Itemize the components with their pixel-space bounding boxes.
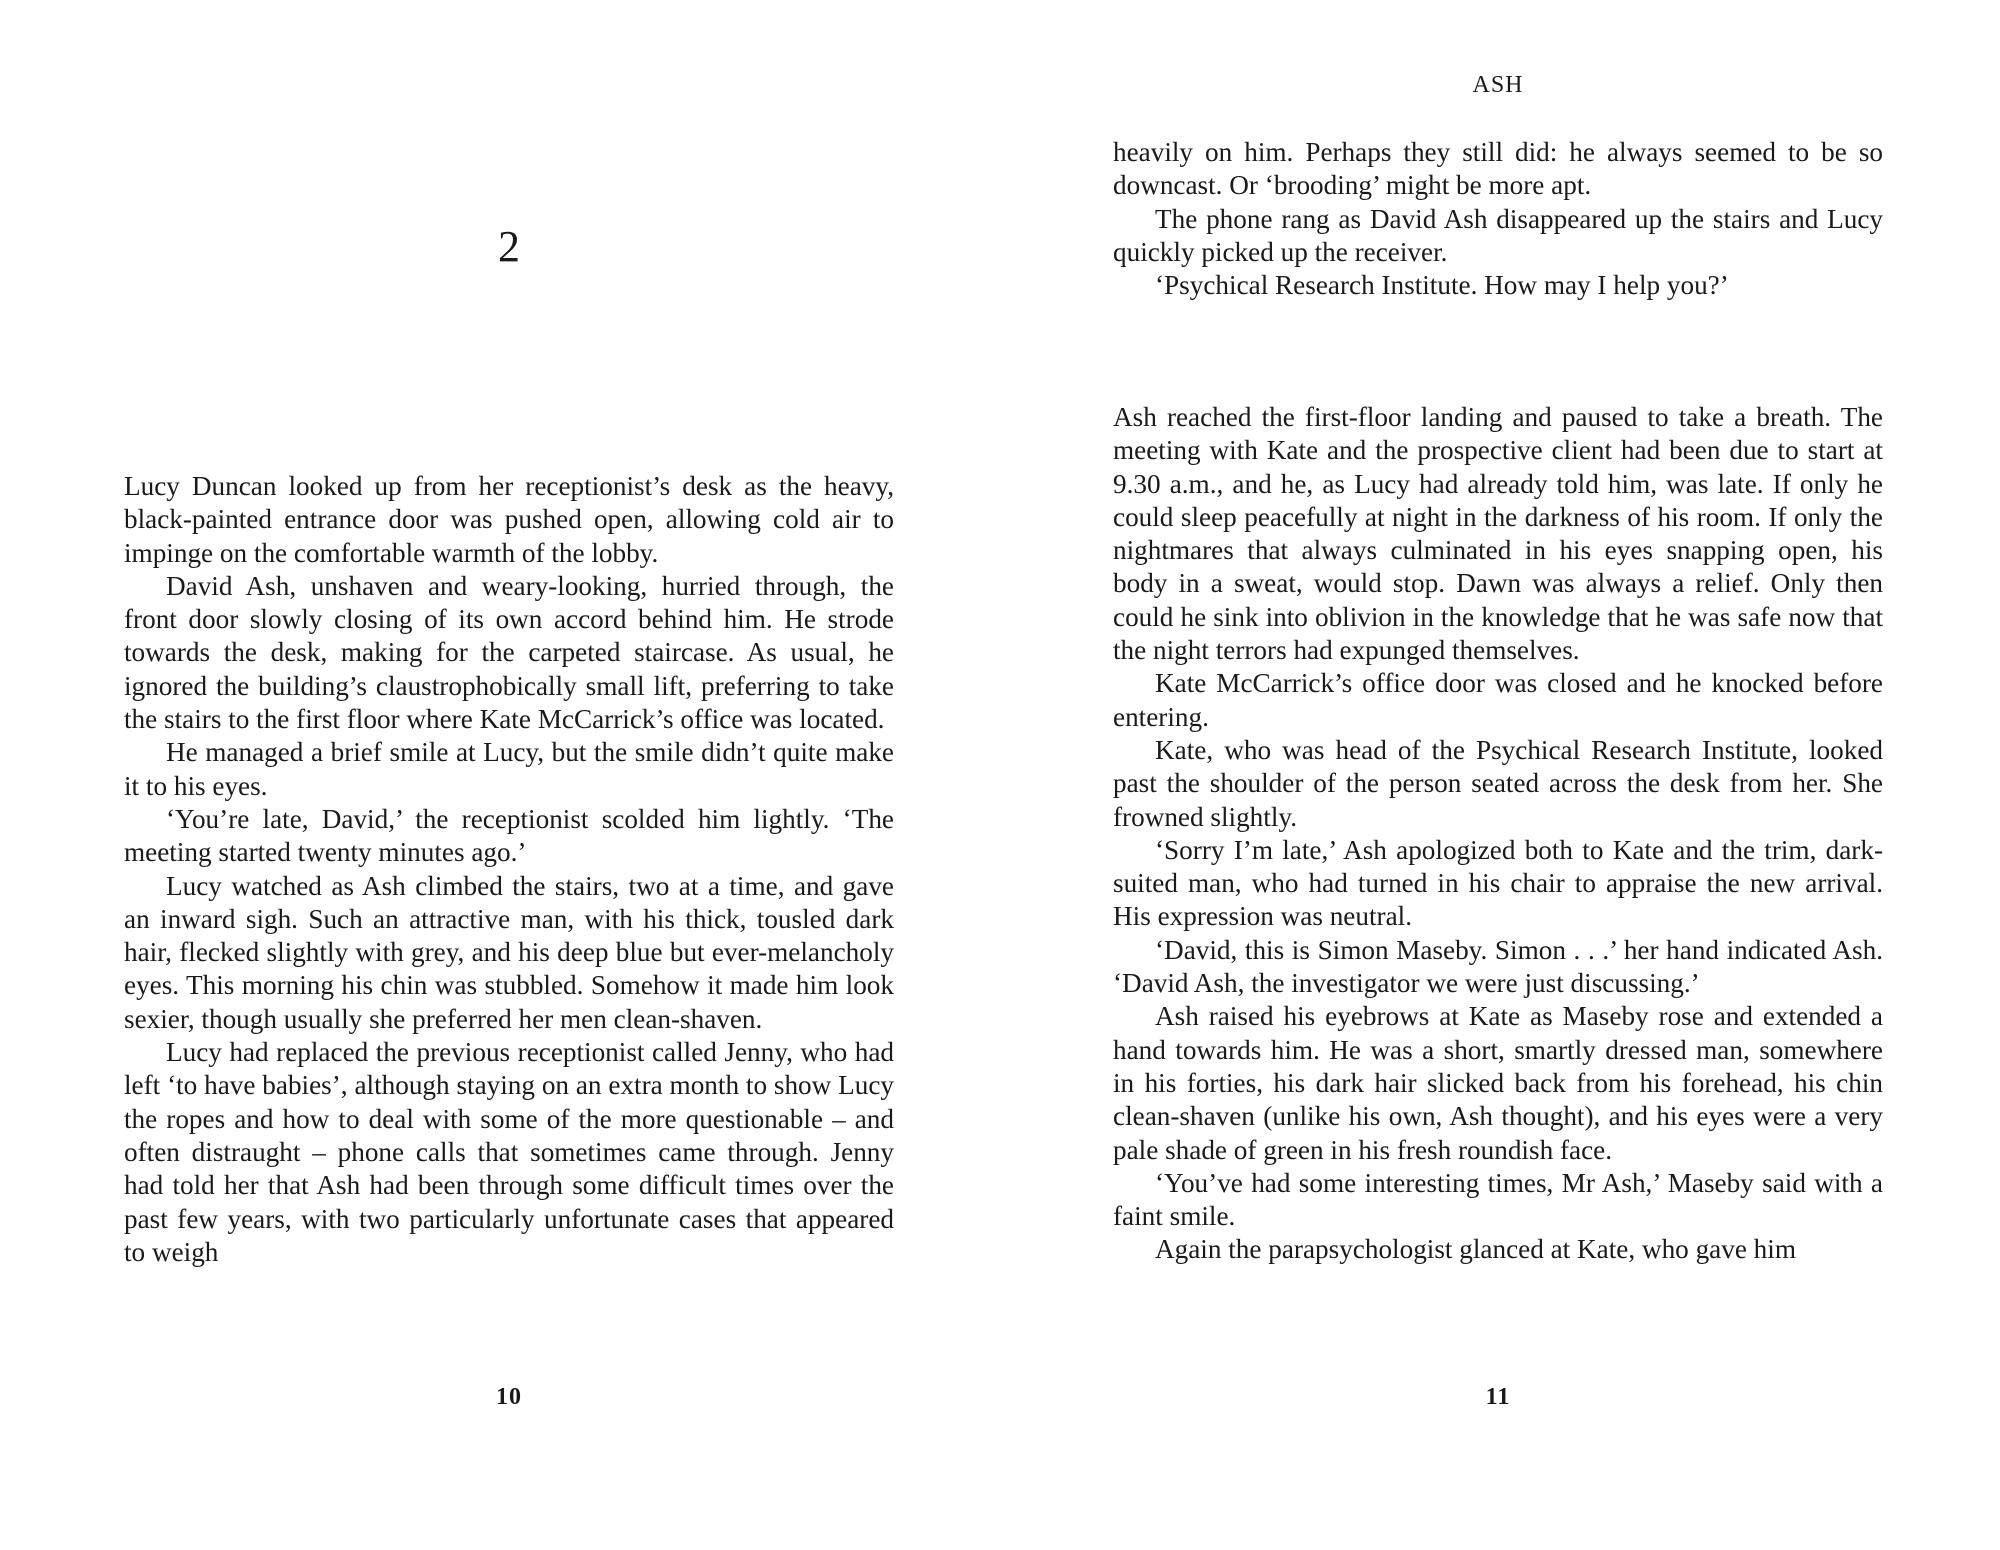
paragraph: ‘You’ve had some interesting times, Mr Ash,’ Maseby said with a faint smile. bbox=[1113, 1167, 1883, 1232]
paragraph: Again the parapsychologist glanced at Kate, who gave him bbox=[1155, 1234, 1796, 1265]
paragraph: The phone rang as David Ash disappeared up the stairs and Lucy quickly picked up the receiver. bbox=[1113, 203, 1883, 267]
paragraph: ‘Psychical Research Institute. How may I help you?’ bbox=[1155, 270, 1729, 301]
paragraph: Kate McCarrick’s office door was closed and he knocked before entering. bbox=[1113, 668, 1883, 732]
paragraph: Lucy watched as Ash climbed the stairs, two at a time, and gave an inward sigh. Such an attractive man, with his thick, tousled dark hair, flecked slightly with grey, and his deep blue but ever-melancholy eyes. This morning his chin was stubbled. Somehow it made him look sexier, though usually she preferred her men clean-shaven. bbox=[124, 870, 894, 1034]
paragraph: He managed a brief smile at Lucy, but the smile didn’t quite make it to his eyes. bbox=[124, 737, 894, 801]
paragraph: Ash reached the first-floor landing and paused to take a breath. The meeting with Kate and the prospective client had been due to start at 9.30 a.m., and he, as Lucy had already told him, was late. If only he could sleep peacefully at night in the darkness of his room. If only the nightmares that always culminated in his eyes snapping open, his body in a sweat, would stop. Dawn was always a relief. Only then could he sink into oblivion in the knowledge that he was safe now that the night terrors had expunged themselves. bbox=[1113, 402, 1883, 666]
page-number: 10 bbox=[496, 1384, 522, 1410]
paragraph: Lucy had replaced the previous receptionist called Jenny, who had left ‘to have babies’, although staying on an extra month to show Lucy the ropes and how to deal with some of the more questionable – and often distraught – phone calls that sometimes came through. Jenny had told her that Ash had been through some difficult times over the past few years, with two particularly unfortunate cases that appeared to weigh bbox=[124, 1037, 894, 1267]
paragraph: heavily on him. Perhaps they still did: he always seemed to be so downcast. Or ‘brooding’ might be more apt. bbox=[1113, 137, 1883, 201]
chapter-number: 2 bbox=[498, 222, 520, 271]
paragraph: Kate, who was head of the Psychical Research Institute, looked past the shoulder of the person seated across the desk from her. She frowned slightly. bbox=[1113, 734, 1883, 832]
running-head: ASH bbox=[1472, 72, 1524, 98]
right-page bbox=[1000, 0, 2000, 1550]
paragraph: Ash raised his eyebrows at Kate as Maseby rose and extended a hand towards him. He was a short, smartly dressed man, somewhere in his forties, his dark hair slicked back from his forehead, his chin clean-shaven (unlike his own, Ash thought), and his eyes were a very pale shade of green in his fresh roundish face. bbox=[1113, 1001, 1883, 1165]
paragraph: David Ash, unshaven and weary-looking, hurried through, the front door slowly closing of its own accord behind him. He strode towards the desk, making for the carpeted staircase. As usual, he ignored the building’s claustrophobically small lift, preferring to take the stairs to the first floor where Kate McCarrick’s office was located. bbox=[124, 570, 894, 735]
paragraph: Lucy Duncan looked up from her receptionist’s desk as the heavy, black-painted entrance door was pushed open, allowing cold air to impinge on the comfortable warmth of the lobby. bbox=[124, 471, 894, 568]
paragraph: ‘You’re late, David,’ the receptionist scolded him lightly. ‘The meeting started twenty minutes ago.’ bbox=[124, 803, 894, 868]
right-page-main-section bbox=[1113, 401, 1883, 1267]
paragraph: ‘Sorry I’m late,’ Ash apologized both to Kate and the trim, dark-suited man, who had turned in his chair to appraise the new arrival. His expression was neutral. bbox=[1113, 834, 1883, 932]
page-number: 11 bbox=[1485, 1384, 1511, 1410]
right-page-top-section bbox=[1113, 136, 1883, 302]
left-page-body bbox=[124, 470, 894, 1269]
paragraph: ‘David, this is Simon Maseby. Simon . . .’ her hand indicated Ash. ‘David Ash, the investigator we were just discussing.’ bbox=[1113, 934, 1883, 999]
